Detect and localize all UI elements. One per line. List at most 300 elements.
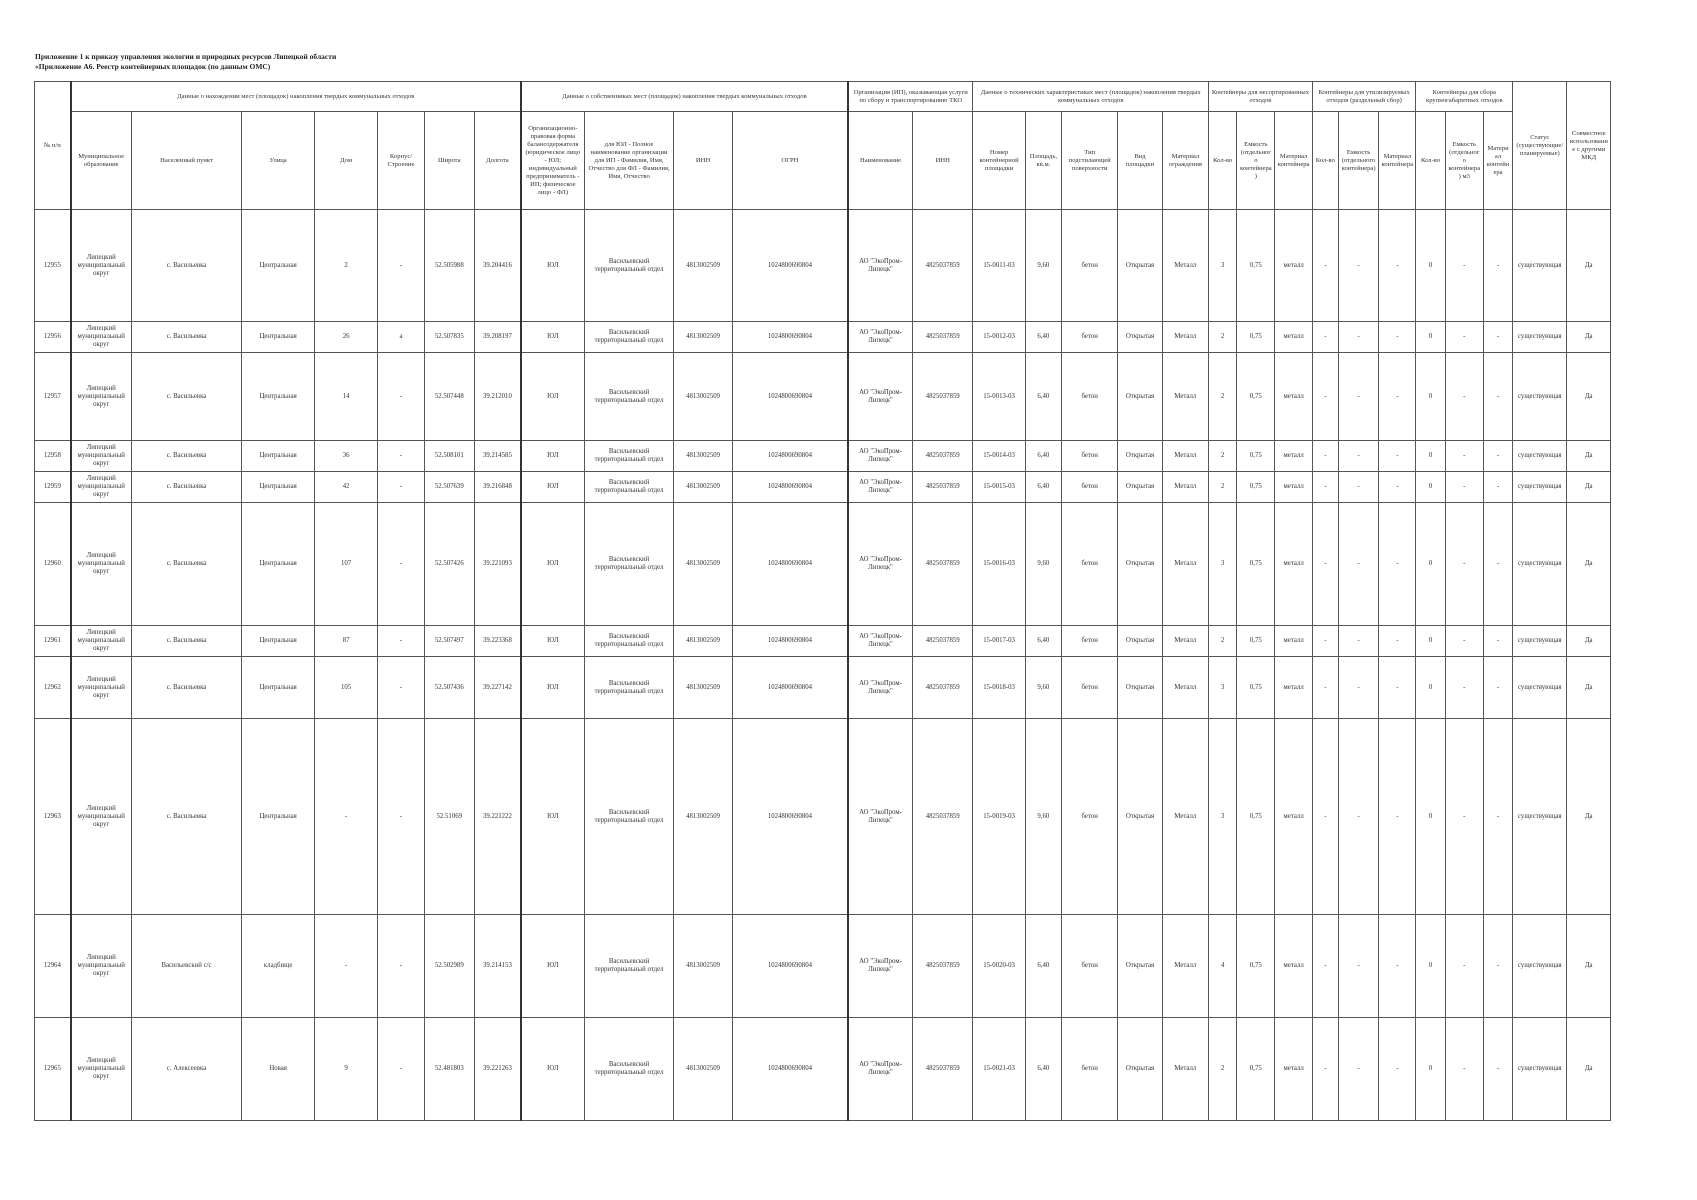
shared-cell: Да (1567, 915, 1611, 1018)
site-number-cell: 15-0015-03 (973, 472, 1025, 503)
latitude-cell: 52.507497 (424, 626, 474, 657)
fence-material-cell: Металл (1162, 719, 1208, 915)
ogrn-cell: 1024800690804 (732, 626, 848, 657)
col-inn: ИНН (674, 112, 732, 210)
shared-cell: Да (1567, 626, 1611, 657)
operator-inn-cell: 4825037859 (913, 210, 973, 322)
legal-form-cell: ЮЛ (521, 210, 584, 322)
area-cell: 9,60 (1025, 503, 1061, 626)
area-cell: 6,40 (1025, 626, 1061, 657)
recyclable-material-cell: - (1379, 472, 1416, 503)
group-owner: Данные о собственниках мест (площадок) накопления твердых коммунальных отходов (521, 82, 848, 112)
recyclable-capacity-cell: - (1338, 210, 1378, 322)
surface-cell: бетон (1062, 719, 1118, 915)
col-status: Статус (существующие/планируемые) (1513, 82, 1567, 210)
unsorted-capacity-cell: 0,75 (1237, 472, 1275, 503)
inn-cell: 4813002509 (674, 441, 732, 472)
unsorted-capacity-cell: 0,75 (1237, 503, 1275, 626)
operator-name-cell: АО "ЭкоПром-Липецк" (848, 322, 912, 353)
building-cell: - (378, 353, 424, 441)
house-cell: 107 (314, 503, 377, 626)
operator-name-cell: АО "ЭкоПром-Липецк" (848, 915, 912, 1018)
table-row (35, 322, 1611, 353)
site-type-cell: Открытая (1118, 210, 1162, 322)
shared-cell: Да (1567, 472, 1611, 503)
ogrn-cell: 1024800690804 (732, 915, 848, 1018)
table-row (35, 1018, 1611, 1121)
site-number-cell: 15-0012-03 (973, 322, 1025, 353)
building-cell: - (378, 719, 424, 915)
col-bulky-material: Материал контейнера (1483, 112, 1512, 210)
registry-table (34, 81, 1611, 1121)
street-cell: Новая (242, 1018, 314, 1121)
site-number-cell: 15-0020-03 (973, 915, 1025, 1018)
site-type-cell: Открытая (1118, 657, 1162, 719)
bulky-material-cell: - (1483, 503, 1512, 626)
street-cell: Центральная (242, 322, 314, 353)
bulky-capacity-cell: - (1445, 503, 1483, 626)
inn-cell: 4813002509 (674, 353, 732, 441)
longitude-cell: 39.223368 (474, 626, 520, 657)
bulky-capacity-cell: - (1445, 441, 1483, 472)
group-operator: Организация (ИП), оказывающая услуги по сбору и транспортированию ТКО (848, 82, 973, 112)
document-title-line-2: «Приложение А6. Реестр контейнерных площадок (по данным ОМС) (35, 62, 271, 71)
recyclable-capacity-cell: - (1338, 322, 1378, 353)
surface-cell: бетон (1062, 1018, 1118, 1121)
site-type-cell: Открытая (1118, 1018, 1162, 1121)
operator-inn-cell: 4825037859 (913, 353, 973, 441)
row-number: 12958 (35, 441, 71, 472)
status-cell: существующая (1513, 503, 1567, 626)
ogrn-cell: 1024800690804 (732, 1018, 848, 1121)
building-cell: а (378, 322, 424, 353)
fence-material-cell: Металл (1162, 322, 1208, 353)
fence-material-cell: Металл (1162, 1018, 1208, 1121)
street-cell: Центральная (242, 472, 314, 503)
col-no: № п/п (35, 82, 71, 210)
col-fence: Материал ограждения (1162, 112, 1208, 210)
col-surface: Тип подстилающей поверхности (1062, 112, 1118, 210)
latitude-cell: 52.507426 (424, 503, 474, 626)
operator-inn-cell: 4825037859 (913, 441, 973, 472)
bulky-capacity-cell: - (1445, 719, 1483, 915)
unsorted-qty-cell: 3 (1209, 657, 1237, 719)
site-type-cell: Открытая (1118, 322, 1162, 353)
bulky-capacity-cell: - (1445, 626, 1483, 657)
unsorted-qty-cell: 2 (1209, 1018, 1237, 1121)
col-area: Площадь, кв.м. (1025, 112, 1061, 210)
bulky-qty-cell: 0 (1416, 1018, 1445, 1121)
site-number-cell: 15-0019-03 (973, 719, 1025, 915)
operator-inn-cell: 4825037859 (913, 626, 973, 657)
row-number: 12961 (35, 626, 71, 657)
surface-cell: бетон (1062, 322, 1118, 353)
status-cell: существующая (1513, 719, 1567, 915)
inn-cell: 4813002509 (674, 472, 732, 503)
house-cell: 14 (314, 353, 377, 441)
bulky-capacity-cell: - (1445, 472, 1483, 503)
longitude-cell: 39.212010 (474, 353, 520, 441)
surface-cell: бетон (1062, 657, 1118, 719)
bulky-material-cell: - (1483, 210, 1512, 322)
unsorted-qty-cell: 2 (1209, 322, 1237, 353)
fence-material-cell: Металл (1162, 915, 1208, 1018)
recyclable-qty-cell: - (1312, 626, 1338, 657)
table-row (35, 441, 1611, 472)
inn-cell: 4813002509 (674, 915, 732, 1018)
area-cell: 6,40 (1025, 1018, 1061, 1121)
unsorted-material-cell: металл (1275, 210, 1312, 322)
street-cell: Центральная (242, 626, 314, 657)
bulky-capacity-cell: - (1445, 353, 1483, 441)
unsorted-qty-cell: 3 (1209, 503, 1237, 626)
bulky-material-cell: - (1483, 915, 1512, 1018)
building-cell: - (378, 472, 424, 503)
unsorted-capacity-cell: 0,75 (1237, 626, 1275, 657)
owner-name-cell: Васильевский территориальный отдел (584, 353, 674, 441)
municipality-cell: Липецкий муниципальный округ (71, 1018, 131, 1121)
settlement-cell: с. Васильевка (131, 322, 242, 353)
col-operator-inn: ИНН (913, 112, 973, 210)
owner-name-cell: Васильевский территориальный отдел (584, 503, 674, 626)
bulky-capacity-cell: - (1445, 915, 1483, 1018)
site-type-cell: Открытая (1118, 353, 1162, 441)
operator-inn-cell: 4825037859 (913, 915, 973, 1018)
status-cell: существующая (1513, 322, 1567, 353)
bulky-material-cell: - (1483, 626, 1512, 657)
municipality-cell: Липецкий муниципальный округ (71, 353, 131, 441)
recyclable-qty-cell: - (1312, 322, 1338, 353)
col-site-type: Вид площадки (1118, 112, 1162, 210)
bulky-qty-cell: 0 (1416, 472, 1445, 503)
site-number-cell: 15-0013-03 (973, 353, 1025, 441)
longitude-cell: 39.227142 (474, 657, 520, 719)
building-cell: - (378, 1018, 424, 1121)
unsorted-material-cell: металл (1275, 626, 1312, 657)
municipality-cell: Липецкий муниципальный округ (71, 503, 131, 626)
latitude-cell: 52.507436 (424, 657, 474, 719)
latitude-cell: 52.507835 (424, 322, 474, 353)
recyclable-capacity-cell: - (1338, 503, 1378, 626)
bulky-capacity-cell: - (1445, 1018, 1483, 1121)
ogrn-cell: 1024800690804 (732, 322, 848, 353)
status-cell: существующая (1513, 657, 1567, 719)
municipality-cell: Липецкий муниципальный округ (71, 657, 131, 719)
unsorted-material-cell: металл (1275, 503, 1312, 626)
owner-name-cell: Васильевский территориальный отдел (584, 322, 674, 353)
table-row (35, 915, 1611, 1018)
area-cell: 6,40 (1025, 441, 1061, 472)
recyclable-qty-cell: - (1312, 503, 1338, 626)
table-row (35, 472, 1611, 503)
col-recyclable-material: Материал контейнера (1379, 112, 1416, 210)
recyclable-material-cell: - (1379, 322, 1416, 353)
bulky-capacity-cell: - (1445, 210, 1483, 322)
legal-form-cell: ЮЛ (521, 719, 584, 915)
shared-cell: Да (1567, 322, 1611, 353)
operator-inn-cell: 4825037859 (913, 503, 973, 626)
inn-cell: 4813002509 (674, 322, 732, 353)
operator-name-cell: АО "ЭкоПром-Липецк" (848, 657, 912, 719)
legal-form-cell: ЮЛ (521, 322, 584, 353)
unsorted-capacity-cell: 0,75 (1237, 441, 1275, 472)
col-unsorted-capacity: Емкость (отдельного контейнера) (1237, 112, 1275, 210)
recyclable-qty-cell: - (1312, 441, 1338, 472)
shared-cell: Да (1567, 657, 1611, 719)
unsorted-capacity-cell: 0,75 (1237, 1018, 1275, 1121)
municipality-cell: Липецкий муниципальный округ (71, 719, 131, 915)
surface-cell: бетон (1062, 503, 1118, 626)
col-bulky-qty: Кол-во (1416, 112, 1445, 210)
col-lat: Широта (424, 112, 474, 210)
bulky-qty-cell: 0 (1416, 441, 1445, 472)
fence-material-cell: Металл (1162, 441, 1208, 472)
bulky-qty-cell: 0 (1416, 719, 1445, 915)
table-row (35, 657, 1611, 719)
unsorted-capacity-cell: 0,75 (1237, 353, 1275, 441)
table-row (35, 353, 1611, 441)
site-number-cell: 15-0014-03 (973, 441, 1025, 472)
unsorted-qty-cell: 4 (1209, 915, 1237, 1018)
house-cell: 26 (314, 322, 377, 353)
unsorted-capacity-cell: 0,75 (1237, 657, 1275, 719)
recyclable-capacity-cell: - (1338, 472, 1378, 503)
ogrn-cell: 1024800690804 (732, 503, 848, 626)
surface-cell: бетон (1062, 472, 1118, 503)
status-cell: существующая (1513, 626, 1567, 657)
longitude-cell: 39.214153 (474, 915, 520, 1018)
settlement-cell: с. Васильевка (131, 441, 242, 472)
fence-material-cell: Металл (1162, 210, 1208, 322)
building-cell: - (378, 626, 424, 657)
owner-name-cell: Васильевский территориальный отдел (584, 657, 674, 719)
settlement-cell: с. Алексеевка (131, 1018, 242, 1121)
operator-name-cell: АО "ЭкоПром-Липецк" (848, 626, 912, 657)
area-cell: 6,40 (1025, 353, 1061, 441)
col-lon: Долгота (474, 112, 520, 210)
latitude-cell: 52.51069 (424, 719, 474, 915)
latitude-cell: 52.505988 (424, 210, 474, 322)
unsorted-qty-cell: 3 (1209, 210, 1237, 322)
fence-material-cell: Металл (1162, 657, 1208, 719)
document-header (35, 52, 336, 72)
ogrn-cell: 1024800690804 (732, 441, 848, 472)
building-cell: - (378, 915, 424, 1018)
status-cell: существующая (1513, 915, 1567, 1018)
operator-name-cell: АО "ЭкоПром-Липецк" (848, 472, 912, 503)
recyclable-material-cell: - (1379, 503, 1416, 626)
unsorted-capacity-cell: 0,75 (1237, 719, 1275, 915)
unsorted-qty-cell: 2 (1209, 626, 1237, 657)
longitude-cell: 39.221222 (474, 719, 520, 915)
unsorted-material-cell: металл (1275, 353, 1312, 441)
latitude-cell: 52.507639 (424, 472, 474, 503)
house-cell: 87 (314, 626, 377, 657)
recyclable-capacity-cell: - (1338, 1018, 1378, 1121)
area-cell: 6,40 (1025, 322, 1061, 353)
operator-name-cell: АО "ЭкоПром-Липецк" (848, 1018, 912, 1121)
col-recyclable-capacity: Емкость (отдельного контейнера) (1338, 112, 1378, 210)
settlement-cell: с. Васильевка (131, 353, 242, 441)
surface-cell: бетон (1062, 353, 1118, 441)
longitude-cell: 39.204416 (474, 210, 520, 322)
bulky-qty-cell: 0 (1416, 353, 1445, 441)
row-number: 12962 (35, 657, 71, 719)
latitude-cell: 52.508101 (424, 441, 474, 472)
row-number: 12959 (35, 472, 71, 503)
operator-inn-cell: 4825037859 (913, 719, 973, 915)
house-cell: 36 (314, 441, 377, 472)
latitude-cell: 52.502989 (424, 915, 474, 1018)
operator-name-cell: АО "ЭкоПром-Липецк" (848, 441, 912, 472)
recyclable-capacity-cell: - (1338, 657, 1378, 719)
inn-cell: 4813002509 (674, 503, 732, 626)
recyclable-material-cell: - (1379, 1018, 1416, 1121)
recyclable-material-cell: - (1379, 915, 1416, 1018)
surface-cell: бетон (1062, 210, 1118, 322)
row-number: 12956 (35, 322, 71, 353)
site-number-cell: 15-0021-03 (973, 1018, 1025, 1121)
col-settlement: Населенный пункт (131, 112, 242, 210)
col-street: Улица (242, 112, 314, 210)
site-type-cell: Открытая (1118, 719, 1162, 915)
status-cell: существующая (1513, 472, 1567, 503)
owner-name-cell: Васильевский территориальный отдел (584, 210, 674, 322)
municipality-cell: Липецкий муниципальный округ (71, 322, 131, 353)
col-house: Дом (314, 112, 377, 210)
col-owner-name: для ЮЛ - Полное наименование организации для ИП - Фамилия, Имя, Отчество для ФЛ - Фамилия, Имя, Отчество (584, 112, 674, 210)
unsorted-capacity-cell: 0,75 (1237, 210, 1275, 322)
surface-cell: бетон (1062, 626, 1118, 657)
table-row (35, 503, 1611, 626)
recyclable-capacity-cell: - (1338, 626, 1378, 657)
street-cell: Центральная (242, 353, 314, 441)
longitude-cell: 39.208197 (474, 322, 520, 353)
recyclable-qty-cell: - (1312, 1018, 1338, 1121)
row-number: 12960 (35, 503, 71, 626)
recyclable-qty-cell: - (1312, 915, 1338, 1018)
bulky-material-cell: - (1483, 1018, 1512, 1121)
house-cell: 2 (314, 210, 377, 322)
col-bulky-capacity: Емкость (отдельного контейнера) м3 (1445, 112, 1483, 210)
shared-cell: Да (1567, 210, 1611, 322)
fence-material-cell: Металл (1162, 472, 1208, 503)
bulky-capacity-cell: - (1445, 657, 1483, 719)
longitude-cell: 39.221093 (474, 503, 520, 626)
bulky-qty-cell: 0 (1416, 657, 1445, 719)
recyclable-material-cell: - (1379, 657, 1416, 719)
operator-name-cell: АО "ЭкоПром-Липецк" (848, 719, 912, 915)
building-cell: - (378, 210, 424, 322)
recyclable-material-cell: - (1379, 719, 1416, 915)
unsorted-material-cell: металл (1275, 657, 1312, 719)
site-type-cell: Открытая (1118, 503, 1162, 626)
legal-form-cell: ЮЛ (521, 657, 584, 719)
unsorted-qty-cell: 2 (1209, 353, 1237, 441)
bulky-qty-cell: 0 (1416, 210, 1445, 322)
street-cell: Центральная (242, 210, 314, 322)
document-title-line-1: Приложение 1 к приказу управления экологии и природных ресурсов Липецкой области (35, 52, 337, 61)
site-number-cell: 15-0018-03 (973, 657, 1025, 719)
fence-material-cell: Металл (1162, 353, 1208, 441)
bulky-qty-cell: 0 (1416, 915, 1445, 1018)
bulky-material-cell: - (1483, 322, 1512, 353)
settlement-cell: с. Васильевка (131, 657, 242, 719)
municipality-cell: Липецкий муниципальный округ (71, 472, 131, 503)
bulky-material-cell: - (1483, 657, 1512, 719)
municipality-cell: Липецкий муниципальный округ (71, 210, 131, 322)
bulky-material-cell: - (1483, 472, 1512, 503)
unsorted-qty-cell: 3 (1209, 719, 1237, 915)
fence-material-cell: Металл (1162, 503, 1208, 626)
ogrn-cell: 1024800690804 (732, 210, 848, 322)
area-cell: 9,60 (1025, 657, 1061, 719)
unsorted-material-cell: металл (1275, 1018, 1312, 1121)
municipality-cell: Липецкий муниципальный округ (71, 626, 131, 657)
legal-form-cell: ЮЛ (521, 503, 584, 626)
legal-form-cell: ЮЛ (521, 1018, 584, 1121)
area-cell: 9,60 (1025, 210, 1061, 322)
status-cell: существующая (1513, 210, 1567, 322)
unsorted-material-cell: металл (1275, 719, 1312, 915)
latitude-cell: 52.507448 (424, 353, 474, 441)
group-recyclable: Контейнеры для утилизируемых отходов (раздельный сбор) (1312, 82, 1416, 112)
table-row (35, 210, 1611, 322)
row-number: 12964 (35, 915, 71, 1018)
municipality-cell: Липецкий муниципальный округ (71, 441, 131, 472)
unsorted-material-cell: металл (1275, 472, 1312, 503)
settlement-cell: с. Васильевка (131, 503, 242, 626)
building-cell: - (378, 503, 424, 626)
recyclable-qty-cell: - (1312, 719, 1338, 915)
col-unsorted-material: Материал контейнера (1275, 112, 1312, 210)
col-site-no: Номер контейнерной площадки (973, 112, 1025, 210)
longitude-cell: 39.214585 (474, 441, 520, 472)
house-cell: - (314, 915, 377, 1018)
owner-name-cell: Васильевский территориальный отдел (584, 441, 674, 472)
area-cell: 6,40 (1025, 472, 1061, 503)
bulky-qty-cell: 0 (1416, 626, 1445, 657)
recyclable-qty-cell: - (1312, 210, 1338, 322)
shared-cell: Да (1567, 353, 1611, 441)
recyclable-material-cell: - (1379, 210, 1416, 322)
bulky-material-cell: - (1483, 441, 1512, 472)
status-cell: существующая (1513, 441, 1567, 472)
site-type-cell: Открытая (1118, 626, 1162, 657)
row-number: 12963 (35, 719, 71, 915)
site-type-cell: Открытая (1118, 441, 1162, 472)
col-shared: Совместное использование с другими МКД (1567, 82, 1611, 210)
recyclable-capacity-cell: - (1338, 441, 1378, 472)
surface-cell: бетон (1062, 441, 1118, 472)
bulky-material-cell: - (1483, 719, 1512, 915)
group-bulky: Контейнеры для сбора крупногабаритных отходов (1416, 82, 1513, 112)
recyclable-qty-cell: - (1312, 472, 1338, 503)
operator-name-cell: АО "ЭкоПром-Липецк" (848, 503, 912, 626)
building-cell: - (378, 657, 424, 719)
house-cell: 105 (314, 657, 377, 719)
inn-cell: 4813002509 (674, 626, 732, 657)
owner-name-cell: Васильевский территориальный отдел (584, 915, 674, 1018)
group-unsorted: Контейнеры для несортированных отходов (1209, 82, 1313, 112)
settlement-cell: с. Васильевка (131, 626, 242, 657)
unsorted-qty-cell: 2 (1209, 472, 1237, 503)
house-cell: 42 (314, 472, 377, 503)
fence-material-cell: Металл (1162, 626, 1208, 657)
unsorted-capacity-cell: 0,75 (1237, 322, 1275, 353)
building-cell: - (378, 441, 424, 472)
recyclable-capacity-cell: - (1338, 915, 1378, 1018)
